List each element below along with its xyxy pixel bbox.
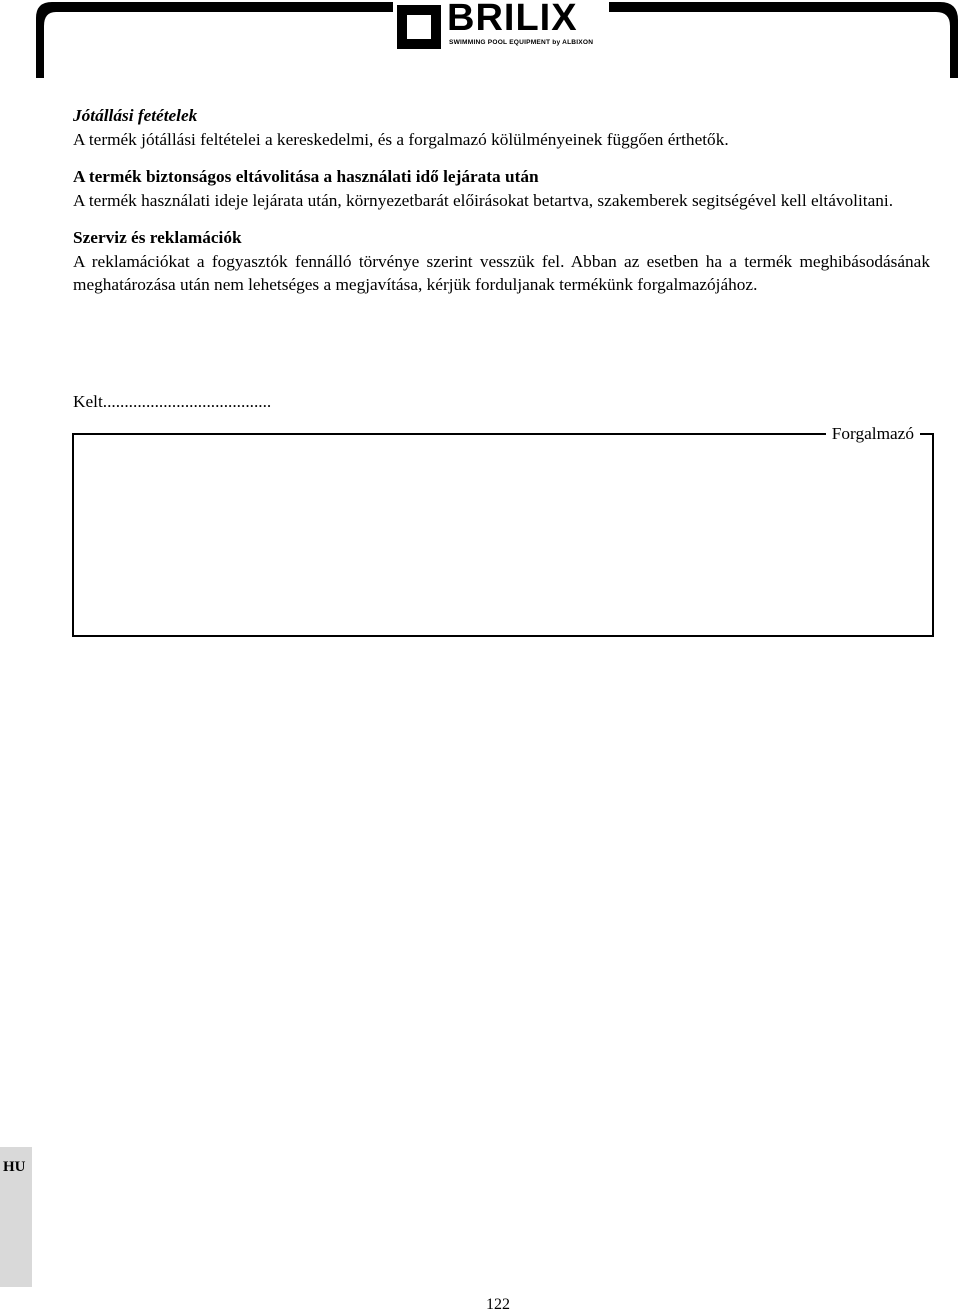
section-title: Jótállási fetételek [73,106,198,125]
section-service [73,226,930,297]
logo-tagline: SWIMMING POOL EQUIPMENT by ALBIXON [449,39,594,46]
section-body: A termék használati ideje lejárata után, környezetbarát előirásokat betartva, szakemberek segitségével kell eltávolitani. [73,190,894,210]
dealer-stamp-box [72,424,934,637]
language-tab [0,1147,32,1287]
header-bar [0,0,960,90]
section-disposal [73,165,930,212]
page-number: 122 [486,1296,510,1313]
section-warranty [73,104,930,151]
date-line: Kelt....................................... [73,392,272,411]
section-body: A reklamációkat a fogyasztók fennálló törvénye szerint vesszük fel. Abban az esetben ha a termék meghibásodásának meghatározása után nem lehetséges a megjavítása, kérjük forduljanak termékünk forgalmazójához. [73,251,930,294]
brilix-logo [393,2,609,52]
logo-square-icon [395,3,443,51]
dealer-label: Forgalmazó [826,422,920,446]
section-title: A termék biztonságos eltávolitása a használati idő lejárata után [73,167,539,186]
logo-wordmark: BRILIX [447,0,578,39]
section-body: A termék jótállási feltételei a kereskedelmi, és a forgalmazó kölülményeinek függően érthetők. [73,129,729,149]
language-code: HU [3,1159,26,1175]
document-content [73,104,930,311]
section-title: Szerviz és reklamációk [73,228,242,247]
